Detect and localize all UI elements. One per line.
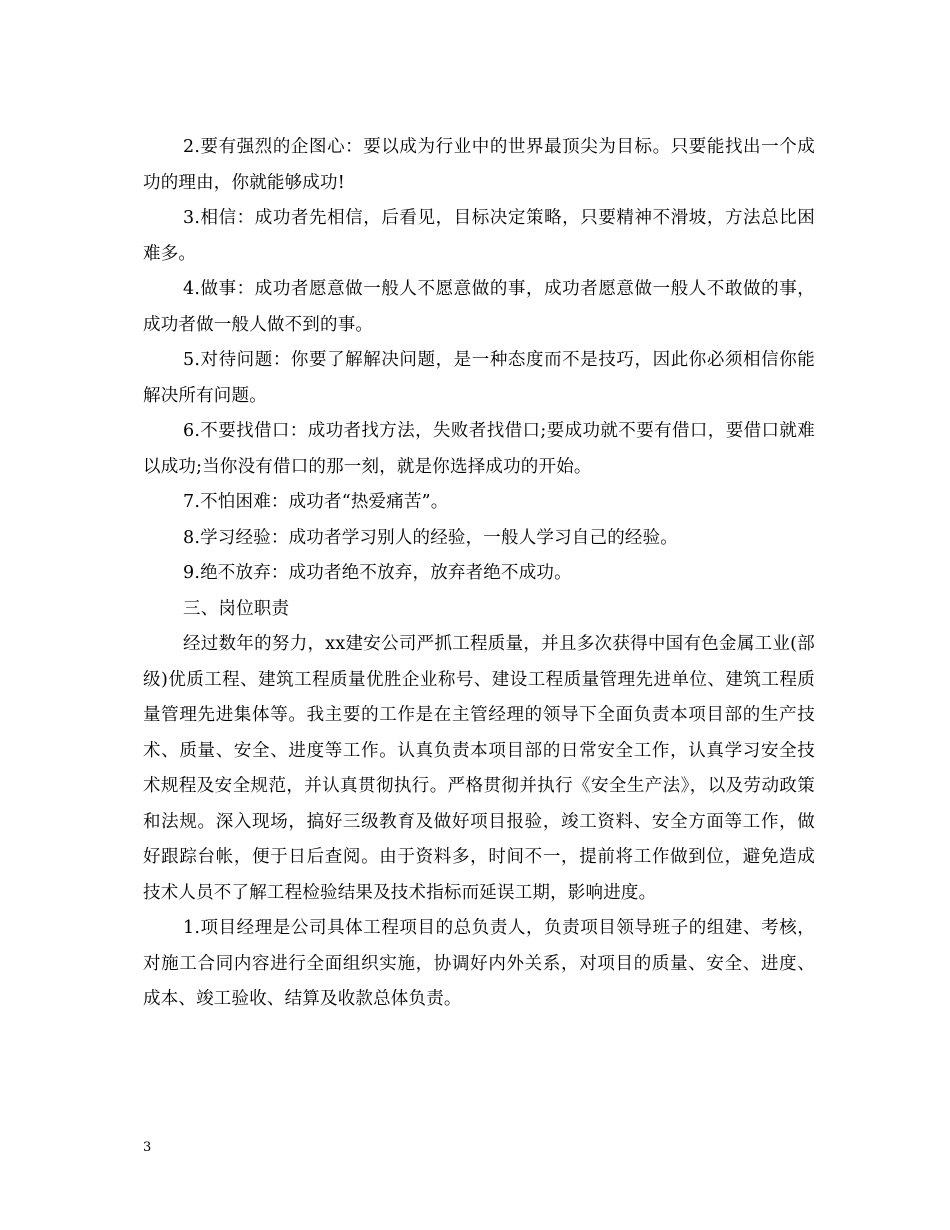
document-body <box>143 130 815 1018</box>
paragraph-item-6: 6.不要找借口：成功者找方法，失败者找借口;要成功就不要有借口，要借口就难以成功;当你没有借口的那一刻，就是你选择成功的开始。 <box>143 421 815 477</box>
paragraph-item-5: 5.对待问题：你要了解解决问题，是一种态度而不是技巧，因此你必须相信你能解决所有问题。 <box>143 350 815 406</box>
section-heading: 三、岗位职责 <box>183 598 290 619</box>
paragraph-item-3: 3.相信：成功者先相信，后看见，目标决定策略，只要精神不滑坡，方法总比困难多。 <box>143 208 815 264</box>
paragraph-item-7: 7.不怕困难：成功者“热爱痛苦”。 <box>183 492 449 512</box>
body-paragraph: 经过数年的努力，xx建安公司严抓工程质量，并且多次获得中国有色金属工业(部级)优质工程、建筑工程质量优胜企业称号、建设工程质量管理先进单位、建筑工程质量管理先进集体等。我主要的工作是在主管经理的领导下全面负责本项目部的生产技术、质量、安全、进度等工作。认真负责本项目部的日常安全工作，认真学习安全技术规程及安全规范，并认真贯彻执行。严格贯彻并执行《安全生产法》，以及劳动政策和法规。深入现场，搞好三级教育及做好项目报验，竣工资料、安全方面等工作，做好跟踪台帐，便于日后查阅。由于资料多，时间不一，提前将工作做到位，避免造成技术人员不了解工程检验结果及技术指标而延误工期，影响进度。 <box>143 634 815 903</box>
duty-item-1: 1.项目经理是公司具体工程项目的总负责人，负责项目领导班子的组建、考核，对施工合同内容进行全面组织实施，协调好内外关系，对项目的质量、安全、进度、成本、竣工验收、结算及收款总体负责。 <box>143 918 815 1009</box>
paragraph-item-2: 2.要有强烈的企图心：要以成为行业中的世界最顶尖为目标。只要能找出一个成功的理由，你就能够成功! <box>143 137 815 193</box>
paragraph-item-9: 9.绝不放弃：成功者绝不放弃，放弃者绝不成功。 <box>183 563 572 583</box>
paragraph-item-4: 4.做事：成功者愿意做一般人不愿意做的事，成功者愿意做一般人不敢做的事，成功者做一般人做不到的事。 <box>143 279 815 335</box>
page-number: 3 <box>143 1140 152 1155</box>
paragraph-item-8: 8.学习经验：成功者学习别人的经验，一般人学习自己的经验。 <box>183 527 678 548</box>
